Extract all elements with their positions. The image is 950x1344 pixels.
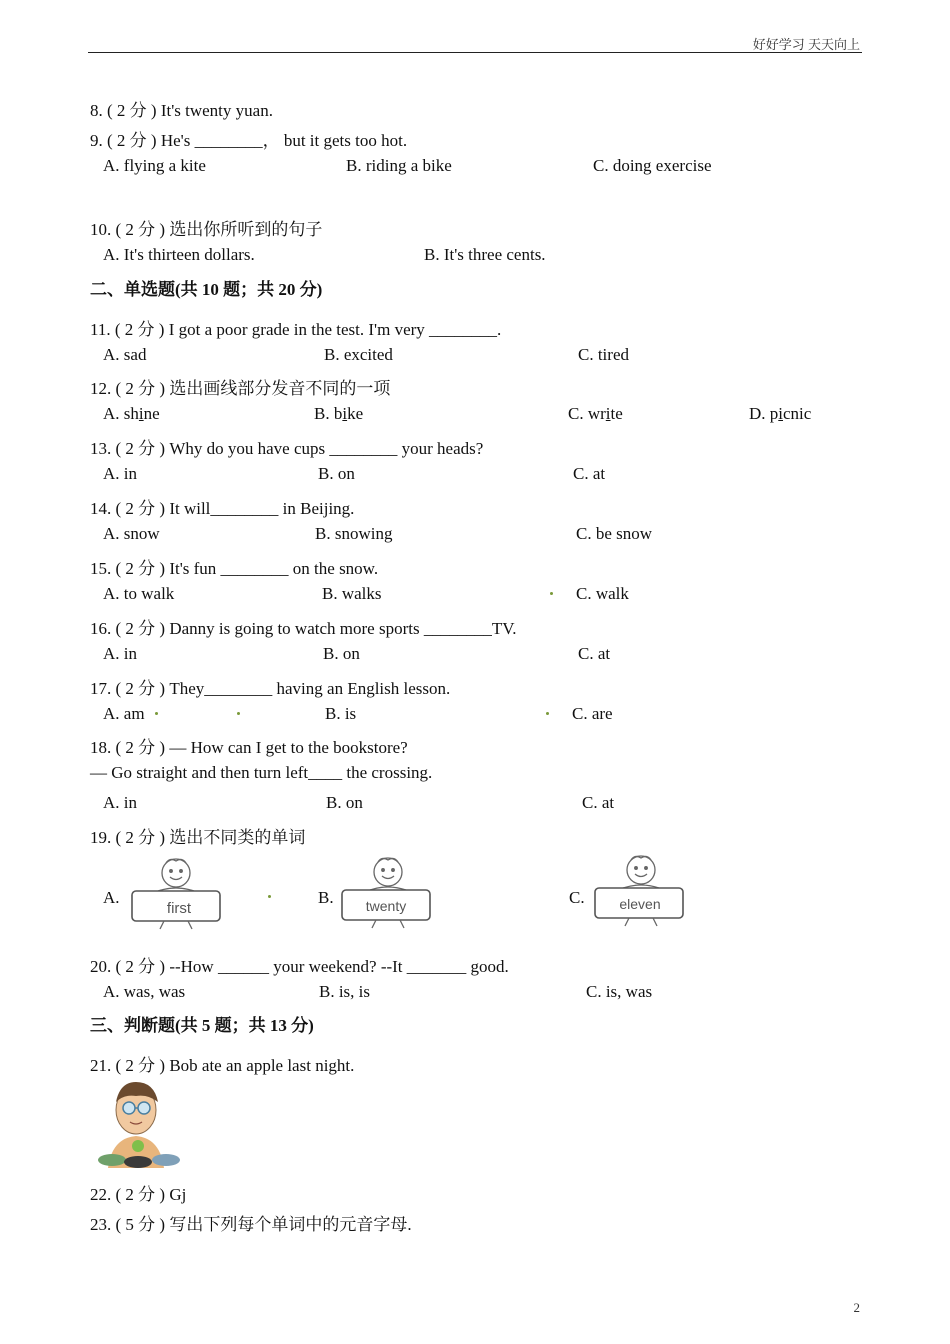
q12-option-b: B. bike [314,404,364,423]
kid-holding-sign-icon [342,858,430,928]
q16-option-b: B. on [323,644,360,663]
question-13: 13. ( 2 分 ) Why do you have cups ________ your heads? [90,439,484,458]
question-9: 9. ( 2 分 ) He's ________， but it gets too hot. [90,131,408,150]
question-11: 11. ( 2 分 ) I got a poor grade in the test. I'm very ________. [90,320,502,339]
q15-option-a: A. to walk [103,584,175,603]
q12-option-a: A. shine [103,404,160,423]
q11-option-b: B. excited [324,345,393,364]
q15-option-c: C. walk [576,584,629,603]
page-header-text: 好好学习 天天向上 [752,37,860,52]
section-3-heading: 三、判断题(共 5 题；共 13 分) [90,1016,314,1035]
question-10: 10. ( 2 分 ) 选出你所听到的句子 [90,220,323,239]
kid-holding-sign-icon [132,859,220,929]
question-23: 23. ( 5 分 ) 写出下列每个单词中的元音字母. [90,1215,412,1234]
question-21: 21. ( 2 分 ) Bob ate an apple last night. [90,1056,355,1075]
q20-option-b: B. is, is [319,982,371,1001]
question-22: 22. ( 2 分 ) Gj [90,1185,187,1204]
question-8: 8. ( 2 分 ) It's twenty yuan. [90,101,273,120]
question-17: 17. ( 2 分 ) They________ having an English lesson. [90,679,451,698]
section-2-heading: 二、单选题(共 10 题；共 20 分) [90,280,323,299]
boy-eating-icon [98,1082,180,1168]
q13-option-b: B. on [318,464,355,483]
q18-option-a: A. in [103,793,137,812]
q19-figure-twenty [340,852,436,932]
sign-word-first: first [166,900,192,917]
question-18-line-2: — Go straight and then turn left____ the crossing. [90,763,433,782]
question-14: 14. ( 2 分 ) It will________ in Beijing. [90,499,355,518]
q17-option-a: A. am [103,704,145,723]
q13-option-a: A. in [103,464,137,483]
q14-option-b: B. snowing [315,524,393,543]
q11-option-c: C. tired [578,345,629,364]
question-12: 12. ( 2 分 ) 选出画线部分发音不同的一项 [90,379,391,398]
q16-option-c: C. at [578,644,611,663]
q19-option-b: B. [318,888,334,907]
q19-option-c: C. [569,888,585,907]
sign-word-eleven: eleven [619,896,661,912]
q12-option-d: D. picnic [749,404,812,423]
q13-option-c: C. at [573,464,606,483]
q18-option-b: B. on [326,793,363,812]
question-18: 18. ( 2 分 ) — How can I get to the bookstore? [90,738,408,757]
q10-option-a: A. It's thirteen dollars. [103,245,255,264]
q17-option-c: C. are [572,704,613,723]
q14-option-a: A. snow [103,524,160,543]
q14-option-c: C. be snow [576,524,653,543]
q17-option-b: B. is [325,704,357,723]
q15-option-b: B. walks [322,584,382,603]
question-19: 19. ( 2 分 ) 选出不同类的单词 [90,828,306,847]
page-number: 2 [853,1300,860,1315]
q9-option-b: B. riding a bike [346,156,452,175]
sign-word-twenty: twenty [365,898,407,914]
q19-option-a: A. [103,888,120,907]
q9-option-c: C. doing exercise [593,156,712,175]
q9-option-a: A. flying a kite [103,156,206,175]
stray-dot-mark [550,592,553,595]
q16-option-a: A. in [103,644,137,663]
q19-figure-first [128,855,224,935]
boy-eating-picture [90,1080,186,1170]
q18-option-c: C. at [582,793,615,812]
kid-holding-sign-icon [595,856,683,926]
stray-dot-mark [237,712,240,715]
stray-dot-mark [546,712,549,715]
stray-dot-mark [268,895,271,898]
question-15: 15. ( 2 分 ) It's fun ________ on the snow. [90,559,379,578]
q10-option-b: B. It's three cents. [424,245,546,264]
q11-option-a: A. sad [103,345,147,364]
q19-figure-eleven [593,852,689,932]
question-16: 16. ( 2 分 ) Danny is going to watch more sports ________TV. [90,619,517,638]
q20-option-c: C. is, was [586,982,653,1001]
stray-dot-mark [155,712,158,715]
header-divider [88,52,862,53]
question-20: 20. ( 2 分 ) --How ______ your weekend? --It _______ good. [90,957,509,976]
q12-option-c: C. write [568,404,623,423]
q20-option-a: A. was, was [103,982,186,1001]
